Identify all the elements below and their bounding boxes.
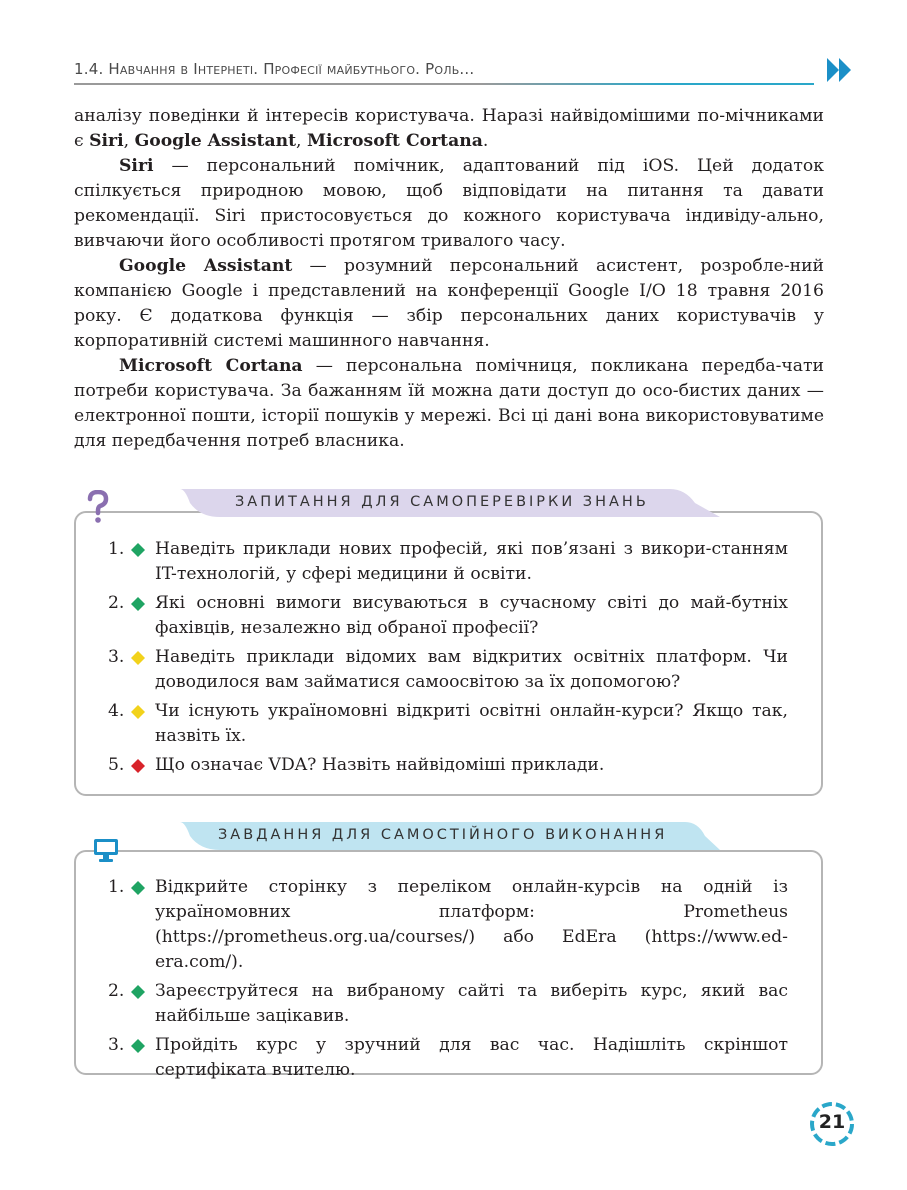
- term-bold: Google Assistant: [119, 256, 293, 276]
- text-run: аналізу поведінки й інтересів користувача. Наразі найвідомішими по-мічниками є: [74, 106, 824, 151]
- list-item: [108, 1033, 788, 1083]
- yellow-diamond-icon: [131, 705, 145, 719]
- item-number: 3.: [108, 1035, 125, 1055]
- yellow-diamond-icon: [131, 651, 145, 665]
- term-google-assistant: Google Assistant: [134, 131, 297, 151]
- tasks-list: [108, 875, 788, 1087]
- questions-tab: [180, 489, 720, 517]
- list-item: [108, 591, 788, 641]
- page-number: 21: [818, 1111, 846, 1133]
- term-bold: Siri: [119, 156, 154, 176]
- text-run: ,: [123, 131, 135, 151]
- body-text: [74, 104, 824, 454]
- item-number: 2.: [108, 593, 125, 613]
- item-text: Пройдіть курс у зручний для вас час. Надішліть скріншот сертифіката вчителю.: [155, 1035, 788, 1080]
- header-title: 1.4. Навчання в Інтернеті. Професії майбутнього. Роль...: [74, 60, 475, 78]
- item-text: Наведіть приклади відомих вам відкритих освітніх платформ. Чи доводилося вам займатися самоосвітою за їх допомогою?: [155, 647, 788, 692]
- paragraph-google-assistant: [74, 254, 824, 354]
- next-arrow-icon: [825, 56, 855, 84]
- paragraph-text: — персональний помічник, адаптований під iOS. Цей додаток спілкується природною мовою, щоб відповідати на питання та давати рекомендації. Siri пристосовується до кожного користувача індивіду-ально, вивчаючи його особливості протягом тривалого часу.: [74, 156, 824, 251]
- running-header: [74, 56, 834, 84]
- list-item: [108, 753, 788, 778]
- term-microsoft-cortana: Microsoft Cortana: [306, 131, 483, 151]
- item-text: Відкрийте сторінку з переліком онлайн-курсів на одній із україномовних платформ: Prometheus (https://prometheus.org.ua/courses/) або EdEra (https://www.ed-era.com/).: [155, 877, 788, 972]
- paragraph-intro: [74, 104, 824, 154]
- item-number: 2.: [108, 981, 125, 1001]
- text-run: ,: [296, 131, 307, 151]
- list-item: [108, 645, 788, 695]
- item-number: 4.: [108, 701, 125, 721]
- term-bold: Microsoft Cortana: [119, 356, 303, 376]
- red-diamond-icon: [131, 759, 145, 773]
- item-text: Що означає VDA? Назвіть найвідоміші приклади.: [155, 755, 605, 775]
- paragraph-siri: [74, 154, 824, 254]
- item-text: Чи існують україномовні відкриті освітні онлайн-курси? Якщо так, назвіть їх.: [155, 701, 788, 746]
- green-diamond-icon: [131, 985, 145, 999]
- item-number: 3.: [108, 647, 125, 667]
- green-diamond-icon: [131, 881, 145, 895]
- questions-title: ЗАПИТАННЯ ДЛЯ САМОПЕРЕВІРКИ ЗНАНЬ: [235, 494, 649, 510]
- tasks-tab: [180, 822, 720, 850]
- term-siri: Siri: [89, 131, 124, 151]
- item-number: 1.: [108, 877, 125, 897]
- item-text: Які основні вимоги висуваються в сучасному світі до май-бутніх фахівців, незалежно від обраної професії?: [155, 593, 788, 638]
- list-item: [108, 875, 788, 975]
- paragraph-text: — розумний персональний асистент, розробле-ний компанією Google і представлений на конференції Google I/O 18 травня 2016 року. Є додаткова функція — збір персональних даних користувачів у корпоративній системі машинного навчання.: [74, 256, 825, 351]
- item-number: 1.: [108, 539, 125, 559]
- green-diamond-icon: [131, 543, 145, 557]
- computer-monitor-icon: [92, 836, 120, 864]
- paragraph-text: — персональна помічниця, покликана передба-чати потреби користувача. За бажанням їй можна дати доступ до осо-бистих даних — електронної пошти, історії пошуків у мережі. Всі ці дані вона використовуватиме для передбачення потреб власника.: [74, 356, 824, 451]
- item-number: 5.: [108, 755, 125, 775]
- item-text: Зареєструйтеся на вибраному сайті та виберіть курс, який вас найбільше зацікавив.: [155, 981, 788, 1026]
- list-item: [108, 699, 788, 749]
- questions-list: [108, 537, 788, 782]
- question-mark-icon: [86, 490, 110, 524]
- green-diamond-icon: [131, 1039, 145, 1053]
- text-run: .: [482, 131, 489, 151]
- paragraph-cortana: [74, 354, 824, 454]
- tasks-title: ЗАВДАННЯ ДЛЯ САМОСТІЙНОГО ВИКОНАННЯ: [218, 827, 668, 843]
- green-diamond-icon: [131, 597, 145, 611]
- list-item: [108, 537, 788, 587]
- header-rule: [74, 83, 814, 85]
- list-item: [108, 979, 788, 1029]
- item-text: Наведіть приклади нових професій, які пов’язані з викори-станням IT-технологій, у сфері медицини й освіти.: [155, 539, 788, 584]
